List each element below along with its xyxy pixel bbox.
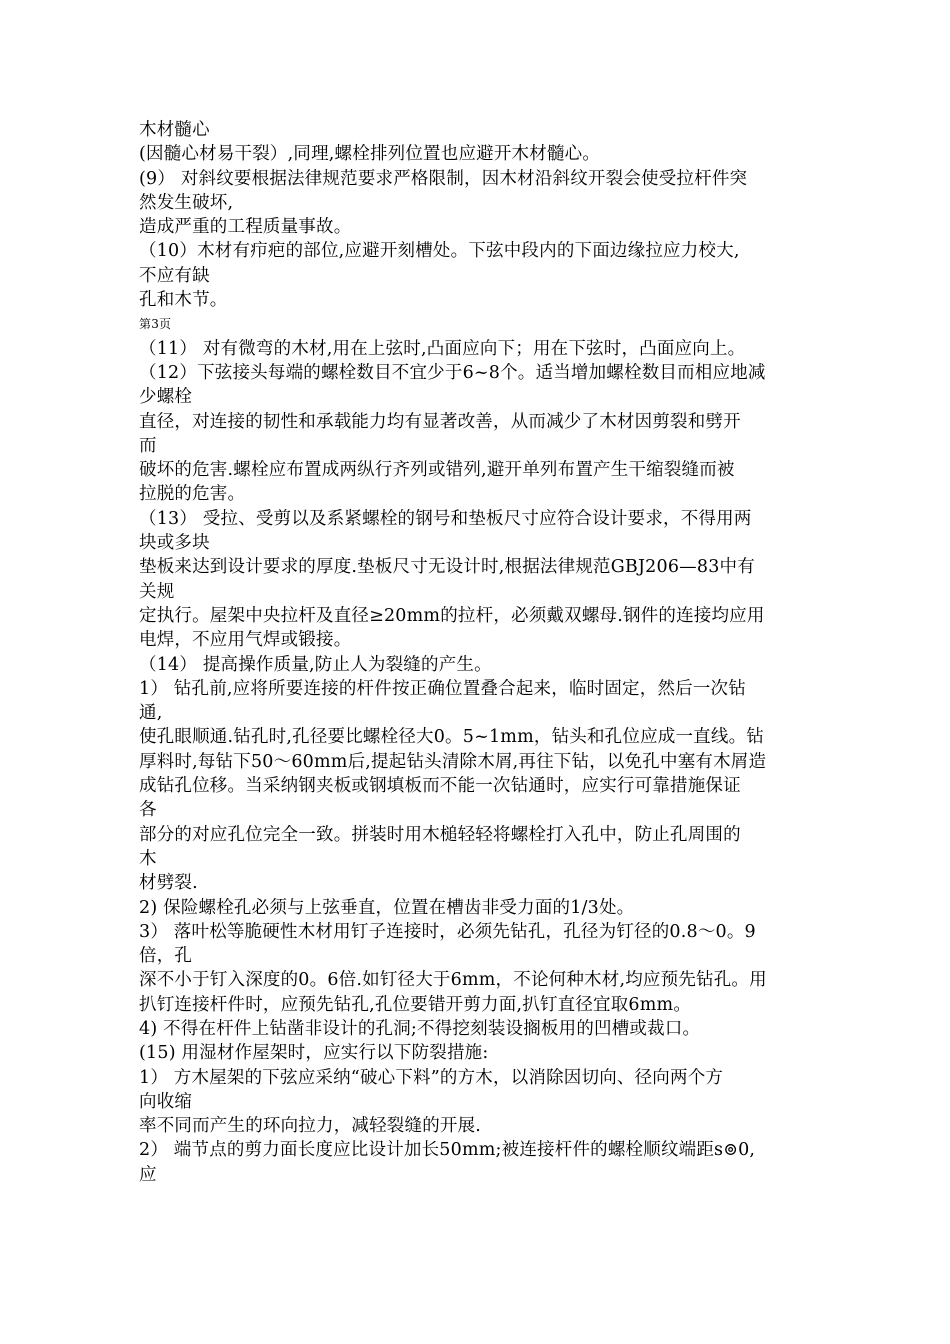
text-line: （13） 受拉、受剪以及系紧螺栓的钢号和垫板尺寸应符合设计要求，不得用两 xyxy=(139,508,752,529)
text-line: （14） 提高操作质量,防止人为裂缝的产生。 xyxy=(139,654,492,675)
text-line: 直径，对连接的韧性和承载能力均有显著改善，从而减少了木材因剪裂和劈开 xyxy=(139,411,741,432)
text-line: 成钻孔位移。当采纳钢夹板或钢填板而不能一次钻通时，应实行可靠措施保证 xyxy=(139,776,741,797)
text-line: 孔和木节。 xyxy=(139,290,228,311)
text-line: 使孔眼顺通.钻孔时,孔径要比螺栓径大0。5~1mm，钻头和孔位应成一直线。钻 xyxy=(139,727,764,748)
text-line: 倍，孔 xyxy=(139,946,193,967)
text-line: 3） 落叶松等脆硬性木材用钉子连接时，必须先钻孔，孔径为钉径的0.8～0。9 xyxy=(139,921,756,942)
text-line: 垫板来达到设计要求的厚度.垫板尺寸无设计时,根据法律规范GBJ206—83中有 xyxy=(139,557,755,578)
text-line: （11） 对有微弯的木材,用在上弦时,凸面应向下；用在下弦时，凸面应向上。 xyxy=(139,338,746,359)
text-line: （12）下弦接头每端的螺栓数目不宜少于6~8个。适当增加螺栓数目而相应地减 xyxy=(139,362,766,383)
page-number: 第3页 xyxy=(139,317,172,332)
text-line: 木 xyxy=(139,848,157,869)
text-line: 造成严重的工程质量事故。 xyxy=(139,217,352,238)
text-line: 破坏的危害.螺栓应布置成两纵行齐列或错列,避开单列布置产生干缩裂缝而被 xyxy=(139,460,735,481)
text-line: 各 xyxy=(139,800,157,821)
text-line: 定执行。屋架中央拉杆及直径≥20mm的拉杆，必须戴双螺母.钢件的连接均应用 xyxy=(139,605,765,626)
text-line: 材劈裂. xyxy=(139,873,198,894)
text-line: 块或多块 xyxy=(139,533,210,554)
text-line: (15) 用湿材作屋架时，应实行以下防裂措施: xyxy=(139,1043,489,1064)
text-line: 率不同而产生的环向拉力，减轻裂缝的开展. xyxy=(139,1116,482,1137)
text-line: 向收缩 xyxy=(139,1091,193,1112)
text-line: 不应有缺 xyxy=(139,265,210,286)
text-line: 厚料时,每钻下50～60mm后,提起钻头清除木屑,再往下钻，以免孔中塞有木屑造 xyxy=(139,751,767,772)
text-line: 而 xyxy=(139,435,157,456)
text-line: 部分的对应孔位完全一致。拼装时用木槌轻轻将螺栓打入孔中，防止孔周围的 xyxy=(139,824,741,845)
text-line: (9） 对斜纹要根据法律规范要求严格限制，因木材沿斜纹开裂会使受拉杆件突 xyxy=(139,168,748,189)
document-body xyxy=(139,118,819,1187)
text-line: 深不小于钉入深度的0。6倍.如钉径大于6mm，不论何种木材,均应预先钻孔。用 xyxy=(139,970,767,991)
text-line: 木材髓心 xyxy=(139,120,210,140)
text-line: 应 xyxy=(139,1164,157,1185)
text-line: 拉脱的危害。 xyxy=(139,484,246,505)
text-line: 4) 不得在杆件上钻凿非设计的孔洞;不得挖刻装设搁板用的凹槽或裁口。 xyxy=(139,1018,701,1039)
text-line: 扒钉连接杆件时，应预先钻孔,孔位要错开剪力面,扒钉直径宜取6mm。 xyxy=(139,994,692,1015)
text-line: (因髓心材易干裂）,同理,螺栓排列位置也应避开木材髓心。 xyxy=(139,144,601,165)
text-line: 1） 方木屋架的下弦应采纳“破心下料”的方木，以消除因切向、径向两个方 xyxy=(139,1067,724,1088)
text-line: 然发生破坏, xyxy=(139,192,234,213)
text-line: （10）木材有疖疤的部位,应避开刻槽处。下弦中段内的下面边缘拉应力校大, xyxy=(139,241,740,262)
text-line: 2) 保险螺栓孔必须与上弦垂直，位置在槽齿非受力面的1/3处。 xyxy=(139,897,635,918)
text-line: 电焊，不应用气焊或锻接。 xyxy=(139,630,352,651)
text-line: 通, xyxy=(139,703,163,724)
text-line: 少螺栓 xyxy=(139,387,193,408)
text-line: 关规 xyxy=(139,581,175,602)
text-line: 1） 钻孔前,应将所要连接的杆件按正确位置叠合起来，临时固定，然后一次钻 xyxy=(139,678,746,699)
text-line: 2） 端节点的剪力面长度应比设计加长50mm;被连接杆件的螺栓顺纹端距s⊚0, xyxy=(139,1140,756,1161)
